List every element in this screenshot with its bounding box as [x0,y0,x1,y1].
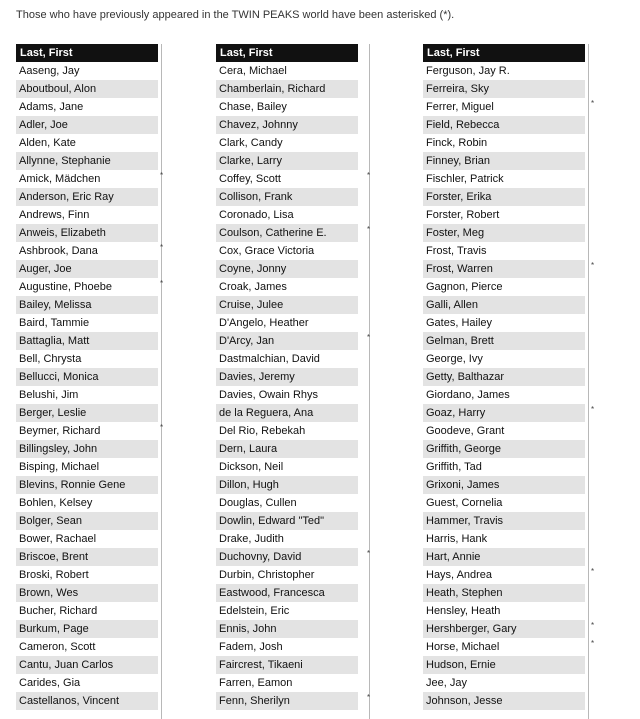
cast-row [423,134,585,152]
cast-row [216,692,371,710]
cast-name: Carides, Gia [19,677,81,689]
cast-row [16,80,158,98]
cast-row [216,584,358,602]
cast-name: Ferguson, Jay R. [426,65,510,77]
cast-row [423,692,585,710]
cast-name: Ferreira, Sky [426,83,489,95]
cast-name: Heath, Stephen [426,587,503,599]
column-divider [369,44,370,719]
cast-name: Bohlen, Kelsey [19,497,93,509]
cast-row [216,548,371,566]
cast-row [423,332,585,350]
cast-row [16,692,158,710]
cast-name: Finck, Robin [426,137,488,149]
cast-row [216,206,358,224]
cast-name: D'Angelo, Heather [219,317,309,329]
cast-name: Ennis, John [219,623,277,635]
cast-row [423,656,585,674]
cast-row [16,188,158,206]
cast-name: Chavez, Johnny [219,119,298,131]
cast-name: Berger, Leslie [19,407,87,419]
cast-row [16,530,158,548]
cast-name: Aaseng, Jay [19,65,80,77]
cast-name: Auger, Joe [19,263,72,275]
cast-row [16,296,158,314]
cast-row [16,548,158,566]
cast-name: Hays, Andrea [426,569,493,581]
cast-name: Aboutboul, Alon [19,83,97,95]
asterisk-mark: * [160,243,164,252]
cast-name: Grixoni, James [426,479,500,491]
cast-name: Croak, James [219,281,287,293]
cast-name: Cera, Michael [219,65,287,77]
asterisk-mark: * [591,567,595,576]
cast-row [423,530,585,548]
cast-row [423,422,585,440]
cast-row [16,422,164,440]
cast-row [16,566,158,584]
column-header: Last, First [216,44,358,62]
cast-name: Forster, Robert [426,209,500,221]
cast-name: Adler, Joe [19,119,68,131]
asterisk-mark: * [591,405,595,414]
cast-name: Coronado, Lisa [219,209,294,221]
asterisk-mark: * [591,621,595,630]
cast-name: Johnson, Jesse [426,695,503,707]
cast-name: Brown, Wes [19,587,79,599]
cast-name: Eastwood, Francesca [219,587,325,599]
cast-name: Hensley, Heath [426,605,501,617]
cast-name: Belushi, Jim [19,389,79,401]
cast-row [423,296,585,314]
cast-name: de la Reguera, Ana [219,407,314,419]
cast-row [16,170,164,188]
cast-row [216,224,371,242]
cast-name: Goaz, Harry [426,407,486,419]
cast-name: Cameron, Scott [19,641,96,653]
cast-column-1 [16,44,164,710]
cast-row [16,314,158,332]
cast-name: Gagnon, Pierce [426,281,503,293]
cast-row [423,476,585,494]
cast-row [216,296,358,314]
cast-name: Chase, Bailey [219,101,287,113]
cast-row [423,404,595,422]
cast-name: Davies, Jeremy [219,371,295,383]
cast-name: Foster, Meg [426,227,485,239]
cast-row [216,512,358,530]
cast-row [423,548,585,566]
cast-name: Billingsley, John [19,443,98,455]
cast-name: Amick, Mädchen [19,173,101,185]
cast-row [16,440,158,458]
cast-row [423,458,585,476]
column-divider [161,44,162,719]
cast-name: Allynne, Stephanie [19,155,111,167]
cast-row [216,674,358,692]
cast-name: Drake, Judith [219,533,284,545]
cast-column-3 [423,44,595,710]
cast-name: Davies, Owain Rhys [219,389,319,401]
cast-row [423,98,595,116]
cast-row [423,224,585,242]
cast-row [16,638,158,656]
cast-row [16,206,158,224]
cast-row [16,458,158,476]
cast-name: Hershberger, Gary [426,623,517,635]
cast-name: Adams, Jane [19,101,84,113]
cast-name: Baird, Tammie [19,317,90,329]
cast-row [216,116,358,134]
cast-row [216,566,358,584]
cast-name: Dowlin, Edward "Ted" [219,515,325,527]
cast-name: Giordano, James [426,389,510,401]
cast-row [423,116,585,134]
asterisk-mark: * [367,333,371,342]
cast-name: Gates, Hailey [426,317,493,329]
cast-name: Battaglia, Matt [19,335,90,347]
cast-row [216,170,371,188]
cast-row [423,440,585,458]
cast-row [216,458,358,476]
cast-name: Dern, Laura [219,443,278,455]
cast-row [216,260,358,278]
cast-row [423,260,595,278]
cast-name: Coffey, Scott [219,173,281,185]
cast-row [16,152,158,170]
cast-row [216,332,371,350]
cast-name: Bucher, Richard [19,605,98,617]
cast-name: Farren, Eamon [219,677,293,689]
cast-row [16,494,158,512]
cast-name: Ashbrook, Dana [19,245,98,257]
cast-row [216,386,358,404]
cast-row [16,674,158,692]
cast-name: Hart, Annie [426,551,481,563]
cast-name: Alden, Kate [19,137,76,149]
cast-row [216,80,358,98]
asterisk-note: Those who have previously appeared in the TWIN PEAKS world have been asterisked (*). [16,9,455,21]
cast-row [16,332,158,350]
cast-row [216,152,358,170]
cast-name: Coyne, Jonny [219,263,287,275]
cast-row [16,116,158,134]
cast-row [216,188,358,206]
cast-row [216,278,358,296]
cast-name: Bisping, Michael [19,461,100,473]
cast-name: Coulson, Catherine E. [219,227,327,239]
cast-row [423,152,585,170]
cast-row [16,386,158,404]
cast-name: Cantu, Juan Carlos [19,659,114,671]
cast-name: Collison, Frank [219,191,293,203]
cast-name: Bolger, Sean [19,515,82,527]
cast-row [216,638,358,656]
column-header: Last, First [423,44,585,62]
asterisk-mark: * [160,423,164,432]
cast-name: Jee, Jay [426,677,467,689]
cast-name: Fischler, Patrick [426,173,504,185]
cast-name: Briscoe, Brent [19,551,89,563]
cast-name: Anweis, Elizabeth [19,227,106,239]
cast-row [16,224,158,242]
cast-column-2 [216,44,371,710]
cast-row [423,620,595,638]
cast-name: Bower, Rachael [19,533,97,545]
cast-name: Dillon, Hugh [219,479,279,491]
cast-row [423,368,585,386]
cast-name: Goodeve, Grant [426,425,505,437]
cast-row [216,476,358,494]
cast-row [216,98,358,116]
cast-row [216,368,358,386]
asterisk-mark: * [591,261,595,270]
cast-name: Durbin, Christopher [219,569,315,581]
cast-name: Duchovny, David [219,551,302,563]
cast-name: Clark, Candy [219,137,283,149]
cast-row [423,566,595,584]
cast-row [16,98,158,116]
cast-row [423,638,595,656]
cast-name: Edelstein, Eric [219,605,290,617]
cast-name: Griffith, George [426,443,501,455]
cast-row [16,368,158,386]
cast-name: Fadem, Josh [219,641,283,653]
asterisk-mark: * [160,279,164,288]
cast-name: Getty, Balthazar [426,371,505,383]
cast-name: Frost, Travis [426,245,487,257]
column-header: Last, First [16,44,158,62]
asterisk-mark: * [367,549,371,558]
cast-name: Cox, Grace Victoria [219,245,315,257]
cast-row [16,350,158,368]
cast-name: Guest, Cornelia [426,497,503,509]
cast-row [216,134,358,152]
cast-name: Hammer, Travis [426,515,504,527]
cast-row [216,530,358,548]
cast-row [16,512,158,530]
cast-name: Del Rio, Rebekah [219,425,306,437]
cast-name: Bellucci, Monica [19,371,99,383]
cast-row [16,656,158,674]
cast-name: Hudson, Ernie [426,659,496,671]
cast-row [16,404,158,422]
cast-row [216,350,358,368]
asterisk-mark: * [367,693,371,702]
cast-name: Harris, Hank [426,533,488,545]
cast-row [216,494,358,512]
cast-name: Bailey, Melissa [19,299,92,311]
cast-row [423,278,585,296]
cast-name: Cruise, Julee [219,299,284,311]
cast-name: D'Arcy, Jan [219,335,275,347]
cast-row [216,314,358,332]
cast-row [423,80,585,98]
column-divider [588,44,589,719]
cast-name: Bell, Chrysta [19,353,82,365]
cast-row [16,242,164,260]
asterisk-mark: * [160,171,164,180]
cast-row [16,260,158,278]
cast-name: Douglas, Cullen [219,497,297,509]
cast-name: Andrews, Finn [19,209,90,221]
cast-row [423,584,585,602]
cast-name: Burkum, Page [19,623,89,635]
cast-name: Blevins, Ronnie Gene [19,479,126,491]
cast-name: Galli, Allen [426,299,478,311]
cast-row [16,476,158,494]
cast-row [423,170,585,188]
cast-row [216,242,358,260]
cast-row [423,494,585,512]
cast-row [16,134,158,152]
cast-row [16,278,164,296]
cast-row [423,206,585,224]
cast-row [423,242,585,260]
cast-row [423,602,585,620]
cast-row [423,62,585,80]
cast-name: Broski, Robert [19,569,89,581]
cast-row [423,386,585,404]
cast-name: Gelman, Brett [426,335,494,347]
cast-name: Augustine, Phoebe [19,281,112,293]
cast-name: Anderson, Eric Ray [19,191,114,203]
cast-name: Dickson, Neil [219,461,284,473]
cast-row [16,602,158,620]
cast-name: Chamberlain, Richard [219,83,326,95]
cast-row [216,62,358,80]
cast-row [216,440,358,458]
cast-name: Griffith, Tad [426,461,482,473]
cast-row [216,656,358,674]
cast-row [216,404,358,422]
asterisk-mark: * [367,225,371,234]
cast-name: Clarke, Larry [219,155,282,167]
cast-row [216,620,358,638]
cast-name: Fenn, Sherilyn [219,695,290,707]
cast-name: Castellanos, Vincent [19,695,120,707]
cast-row [423,674,585,692]
cast-name: Field, Rebecca [426,119,500,131]
cast-row [423,188,585,206]
cast-name: Ferrer, Miguel [426,101,494,113]
cast-row [216,422,358,440]
asterisk-mark: * [591,639,595,648]
cast-row [423,350,585,368]
cast-name: Faircrest, Tikaeni [219,659,303,671]
cast-name: George, Ivy [426,353,483,365]
cast-row [16,584,158,602]
cast-name: Horse, Michael [426,641,500,653]
cast-row [16,62,158,80]
cast-name: Dastmalchian, David [219,353,320,365]
cast-row [423,314,585,332]
cast-name: Beymer, Richard [19,425,101,437]
cast-row [16,620,158,638]
cast-name: Frost, Warren [426,263,493,275]
cast-name: Forster, Erika [426,191,492,203]
cast-row [423,512,585,530]
cast-row [216,602,358,620]
asterisk-mark: * [591,99,595,108]
asterisk-mark: * [367,171,371,180]
cast-name: Finney, Brian [426,155,490,167]
